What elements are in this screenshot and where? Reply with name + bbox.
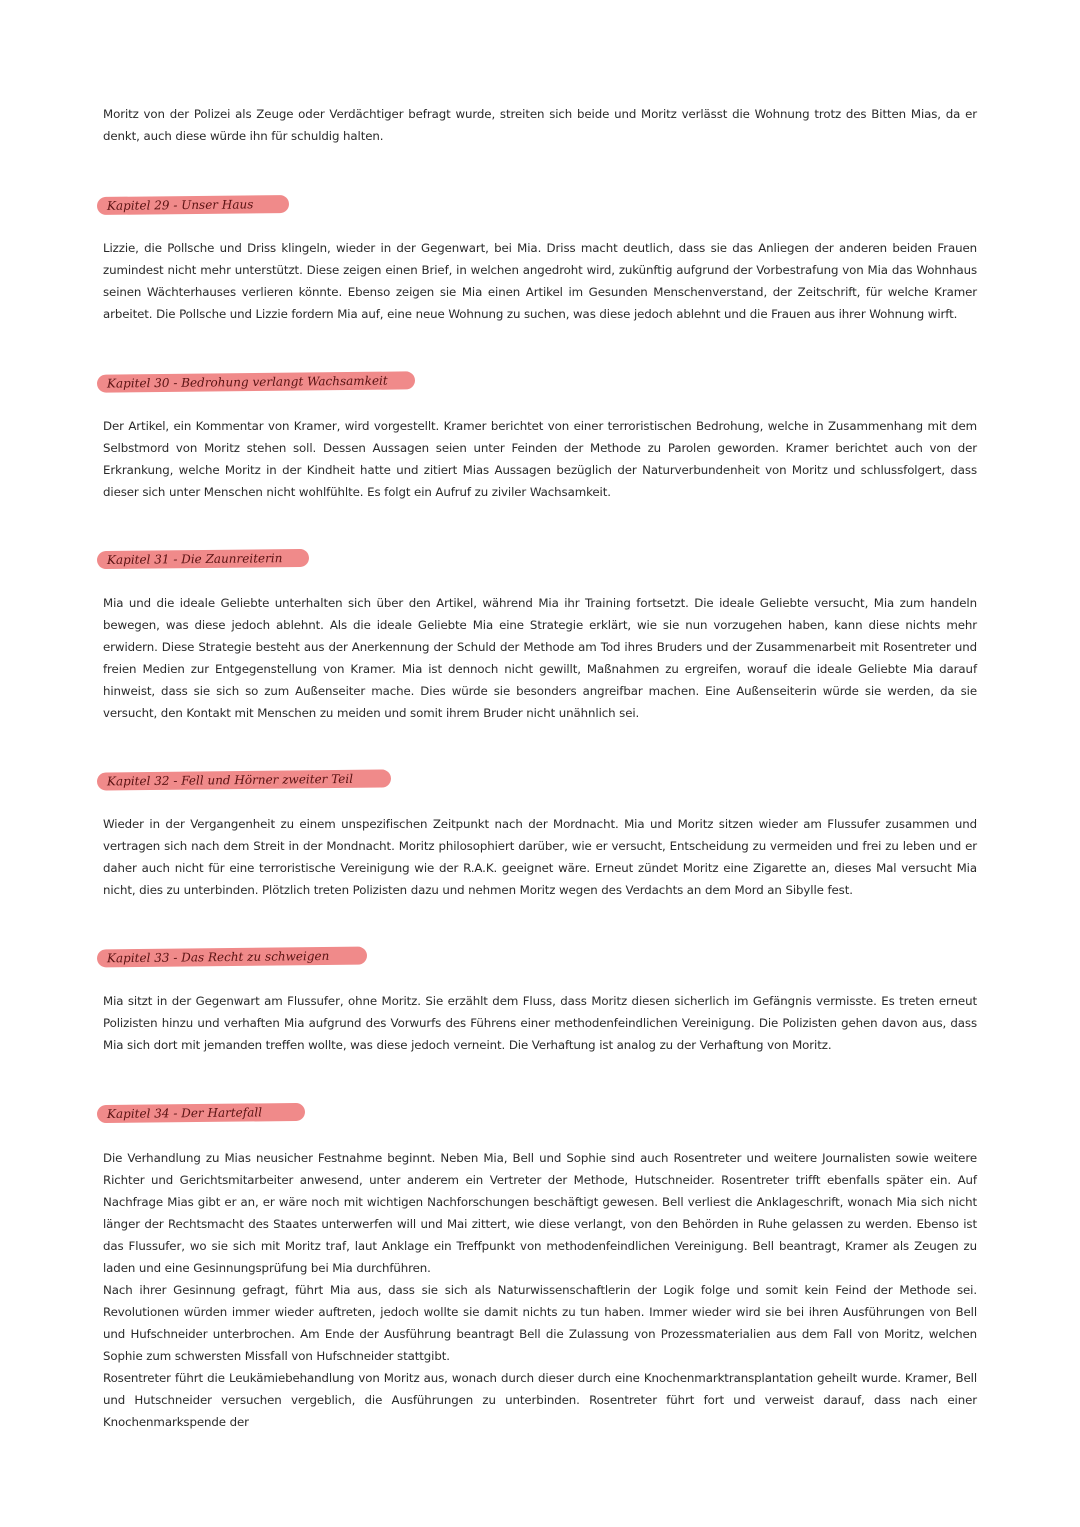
chapter-33-text	[103, 990, 977, 1056]
chapter-31-heading: Kapitel 31 - Die Zaunreiterin	[97, 549, 309, 569]
chapter-33-heading: Kapitel 33 - Das Recht zu schweigen	[97, 947, 367, 968]
chapter-34-text	[103, 1147, 977, 1433]
chapter-34-paragraph-1: Die Verhandlung zu Mias neusicher Festnahme beginnt. Neben Mia, Bell und Sophie sind auch Rosentreter und weitere Journalisten sowie weitere Richter und Gerichtsmitarbeiter anwesend, unter anderem ein Vertreter der Methode, Hutschneider. Rosentreter trifft ebenfalls später ein. Auf Nachfrage Mias gibt er an, er wäre noch mit wichtigen Nachforschungen beschäftigt gewesen. Bell verliest die Anklageschrift, wonach Mia sich nicht länger der Rechtsmacht des Staates unterwerfen will und Mai zittert, wie diese verlangt, von den Behörden in Ruhe gelassen zu werden. Ebenso ist das Flussufer, wo sie sich mit Moritz traf, laut Anklage ein Treffpunkt von methodenfeindlichen Vereinigung. Bell beantragt, Kramer als Zeugen zu laden und eine Gesinnungsprüfung bei Mia durchführen.	[103, 1151, 977, 1275]
chapter-29-heading: Kapitel 29 - Unser Haus	[97, 195, 289, 215]
chapter-31-paragraph-1: Mia und die ideale Geliebte unterhalten sich über den Artikel, während Mia ihr Training fortsetzt. Die ideale Geliebte versucht, Mia zum handeln bewegen, was diese jedoch ablehnt. Als die ideale Geliebte Mia eine Strategie erklärt, wie sie nun vorzugehen haben, kann diese nichts mehr erwidern. Diese Strategie besteht aus der Anerkennung der Schuld der Methode am Tod ihres Bruders und der Zusammenarbeit mit Rosentreter und freien Medien zur Entgegenstellung von Kramer. Mia ist dennoch nicht gewillt, Maßnahmen zu ergreifen, worauf die ideale Geliebte Mia darauf hinweist, dass sie sich so zum Außenseiter mache. Dies würde sie besonders angreifbar machen. Eine Außenseiterin würde sie werden, da sie versucht, den Kontakt mit Menschen zu meiden und somit ihrem Bruder nicht unähnlich sei.	[103, 596, 977, 720]
chapter-29-text	[103, 237, 977, 325]
chapter-32-paragraph-1: Wieder in der Vergangenheit zu einem unspezifischen Zeitpunkt nach der Mordnacht. Mia und Moritz sitzen wieder am Flussufer zusammen und vertragen sich nach dem Streit in der Mondnacht. Moritz philosophiert darüber, wie er versucht, Entscheidung zu vermeiden und frei zu leben und er daher auch nicht für eine terroristische Vereinigung wie der R.A.K. geeignet wäre. Erneut zündet Moritz eine Zigarette an, dieses Mal versucht Mia nicht, dies zu unterbinden. Plötzlich treten Polizisten dazu und nehmen Moritz wegen des Verdachts an dem Mord an Sibylle fest.	[103, 817, 977, 897]
intro-paragraph	[103, 103, 977, 147]
chapter-33-paragraph-1: Mia sitzt in der Gegenwart am Flussufer, ohne Moritz. Sie erzählt dem Fluss, dass Moritz diesen sicherlich im Gefängnis vermisste. Es treten erneut Polizisten hinzu und verhaften Mia aufgrund des Vorwurfs des Führens einer methodenfeindlichen Vereinigung. Die Polizisten gehen davon aus, dass Mia sich dort mit jemanden treffen wollte, was diese jedoch verneint. Die Verhaftung ist analog zu der Verhaftung von Moritz.	[103, 994, 977, 1052]
chapter-34-heading: Kapitel 34 - Der Hartefall	[97, 1103, 305, 1123]
chapter-30-text	[103, 415, 977, 503]
chapter-31-text	[103, 592, 977, 724]
chapter-34-paragraph-3: Rosentreter führt die Leukämiebehandlung von Moritz aus, wonach durch dieser durch eine Knochenmarktransplantation geheilt wurde. Kramer, Bell und Hutschneider versuchen vergeblich, die Ausführungen zu unterbinden. Rosentreter führt fort und verweist darauf, dass nach einer Knochenmarkspende der	[103, 1371, 977, 1429]
chapter-34-paragraph-2: Nach ihrer Gesinnung gefragt, führt Mia aus, dass sie sich als Naturwissenschaftlerin der Logik folge und somit kein Feind der Methode sei. Revolutionen würden immer wieder auftreten, jedoch wollte sie damit nichts zu tun haben. Immer wieder wird sie bei ihren Ausführungen von Bell und Hufschneider unterbrochen. Am Ende der Ausführung beantragt Bell die Zulassung von Prozessmaterialien aus dem Fall von Moritz, welchen Sophie zum schwersten Missfall von Hufschneider stattgibt.	[103, 1283, 977, 1363]
chapter-30-paragraph-1: Der Artikel, ein Kommentar von Kramer, wird vorgestellt. Kramer berichtet von einer terroristischen Bedrohung, welche in Zusammenhang mit dem Selbstmord von Moritz stehen soll. Dessen Aussagen seien unter Feinden der Methode zu Parolen geworden. Kramer berichtet auch von der Erkrankung, welche Moritz in der Kindheit hatte und zitiert Mias Aussagen bezüglich der Naturverbundenheit von Moritz und schlussfolgert, dass dieser sich unter Menschen nicht wohlfühlte. Es folgt ein Aufruf zu ziviler Wachsamkeit.	[103, 419, 977, 499]
chapter-30-heading: Kapitel 30 - Bedrohung verlangt Wachsamkeit	[97, 371, 415, 392]
chapter-32-text	[103, 813, 977, 901]
chapter-32-heading: Kapitel 32 - Fell und Hörner zweiter Teil	[97, 769, 391, 790]
intro-text: Moritz von der Polizei als Zeuge oder Verdächtiger befragt wurde, streiten sich beide und Moritz verlässt die Wohnung trotz des Bitten Mias, da er denkt, auch diese würde ihn für schuldig halten.	[103, 107, 977, 143]
chapter-29-paragraph-1: Lizzie, die Pollsche und Driss klingeln, wieder in der Gegenwart, bei Mia. Driss macht deutlich, dass sie das Anliegen der anderen beiden Frauen zumindest nicht mehr unterstützt. Diese zeigen einen Brief, in welchen angedroht wird, zukünftig aufgrund der Vorbestrafung von Mia das Wohnhaus seinen Wächterhauses verlieren könnte. Ebenso zeigen sie Mia einen Artikel im Gesunden Menschenverstand, der Zeitschrift, für welche Kramer arbeitet. Die Pollsche und Lizzie fordern Mia auf, eine neue Wohnung zu suchen, was diese jedoch ablehnt und die Frauen aus ihrer Wohnung wirft.	[103, 241, 977, 321]
